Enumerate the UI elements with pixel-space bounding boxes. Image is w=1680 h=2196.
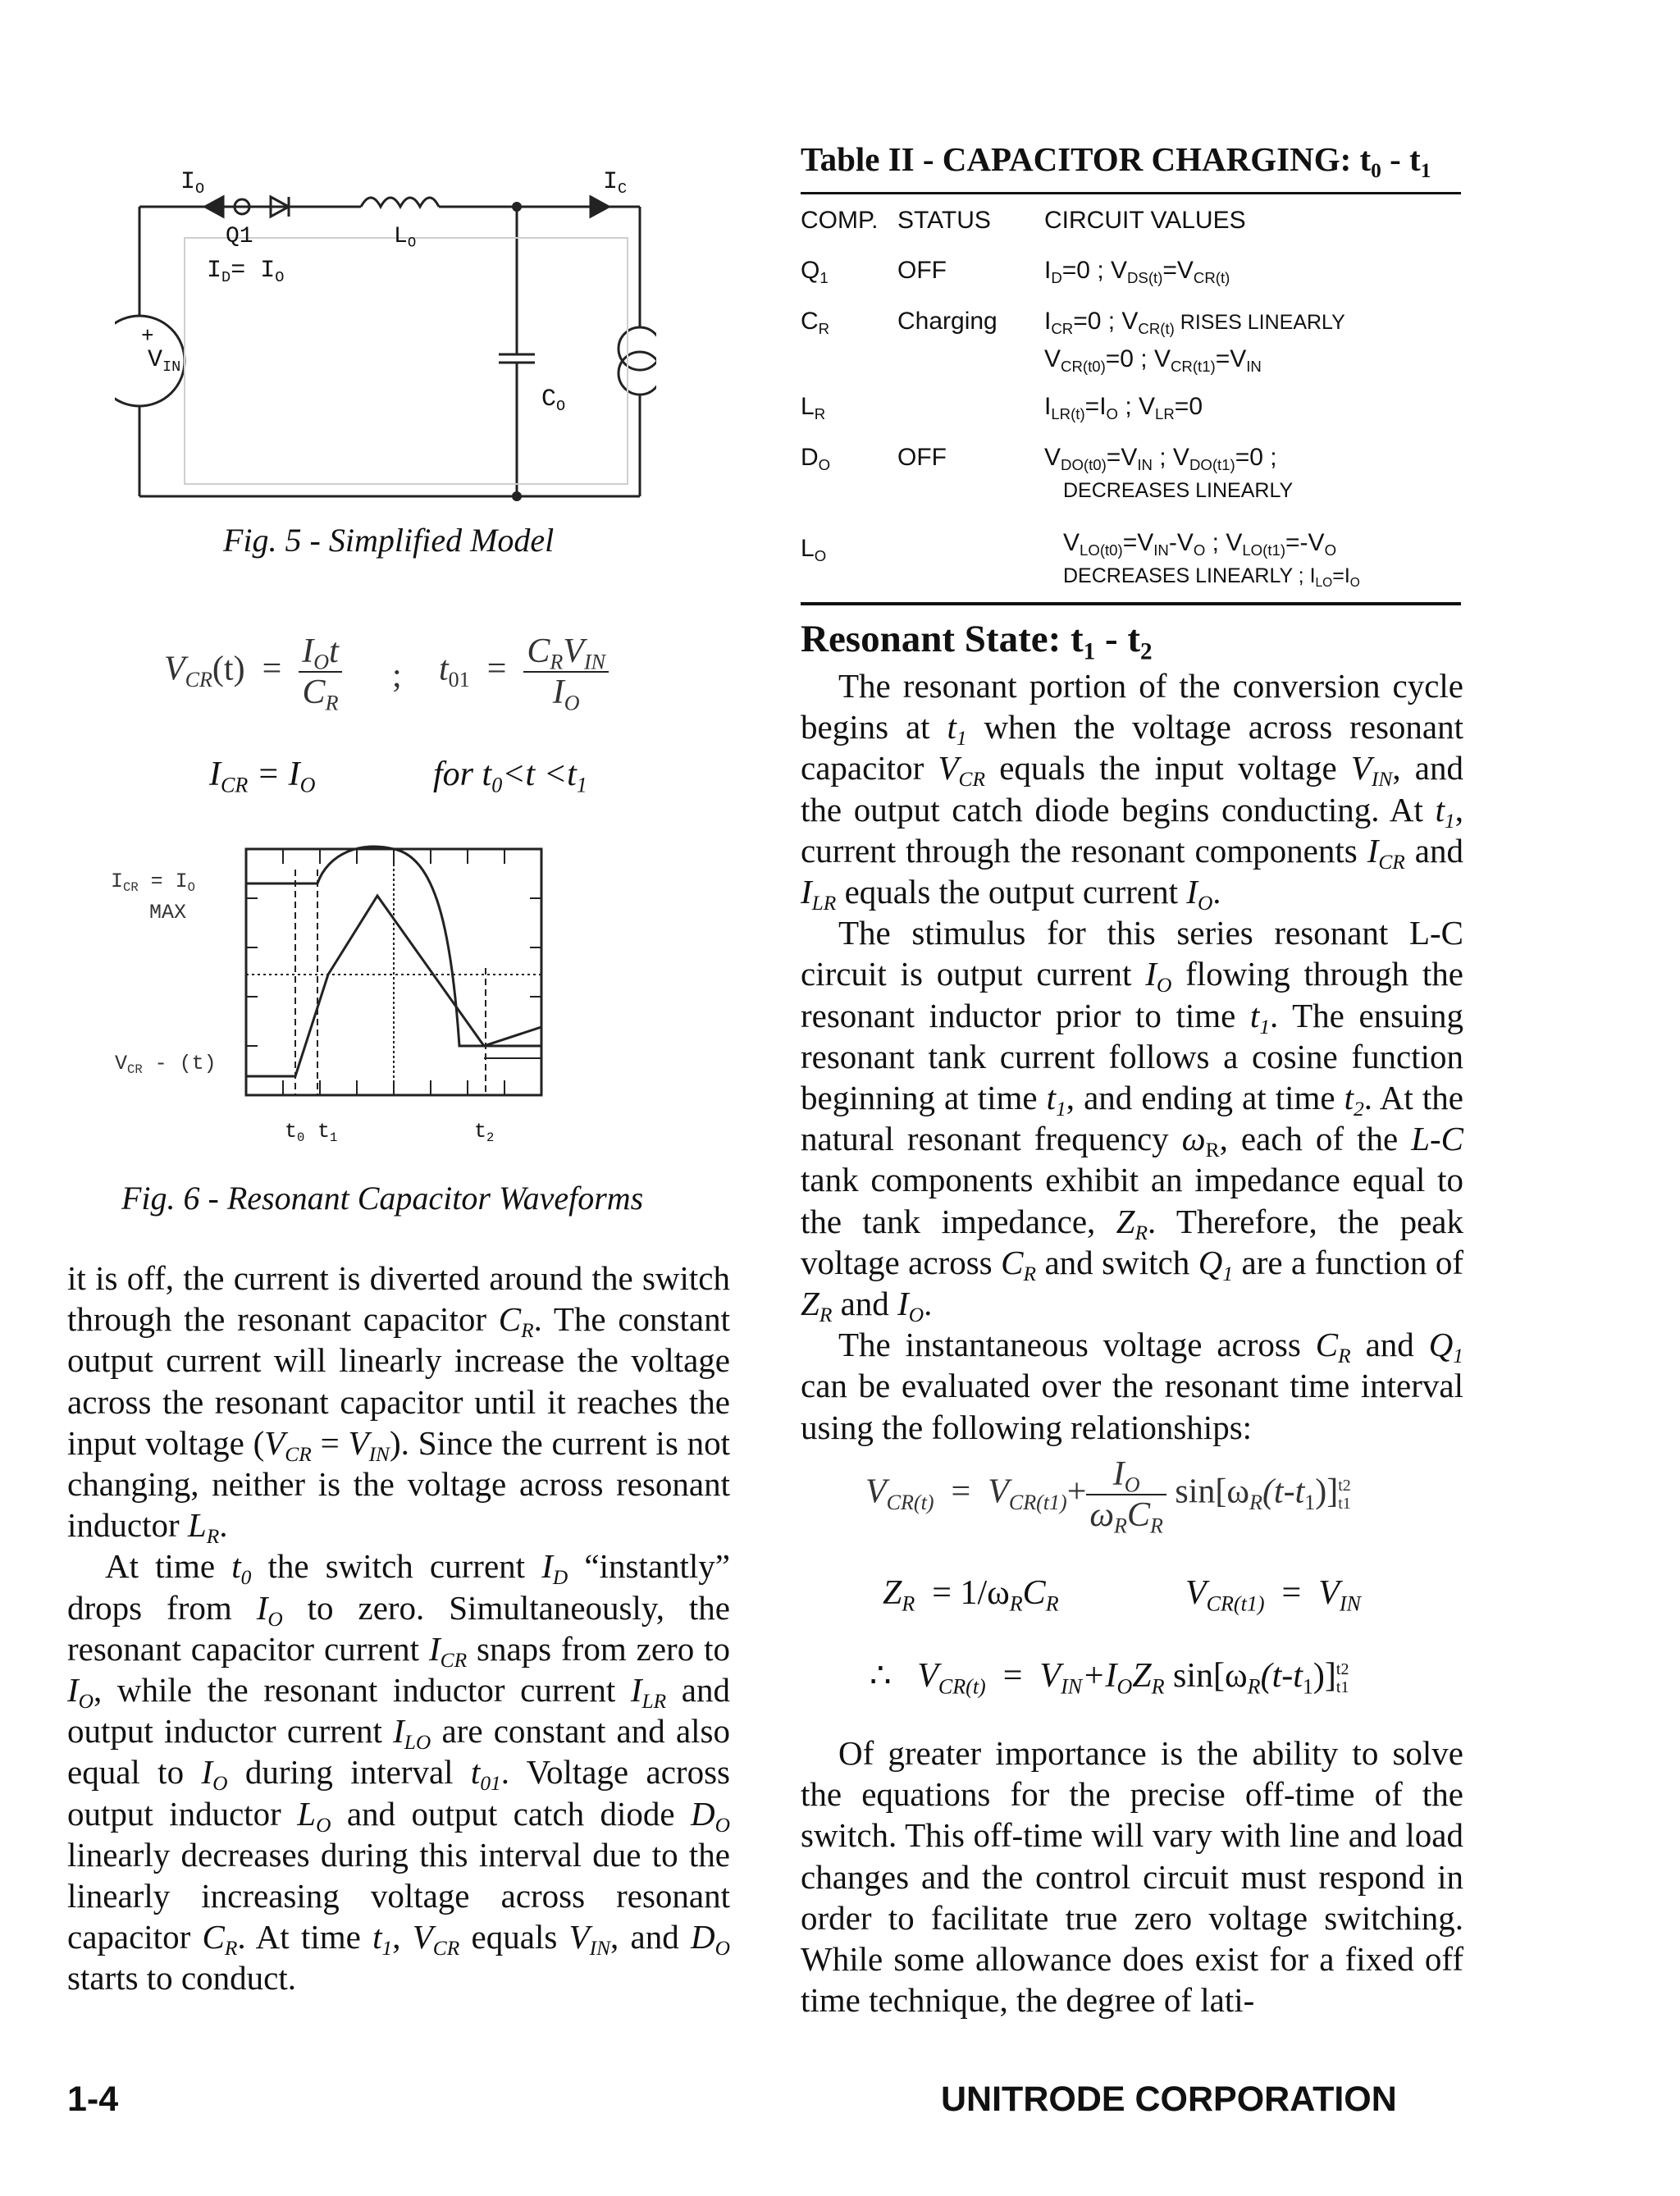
lo-label: $L_O$ (394, 224, 417, 252)
id-equation-label: $I_D= I_O$ (207, 257, 285, 286)
vin-plus-label: + (141, 324, 154, 349)
max-label: MAX (149, 901, 187, 925)
table-row-do-values-1: $V_{DO(t0)}=V_{IN}$ ; $V_{DO(t1)}=0$ ; (1044, 444, 1277, 473)
table-bottom-rule (801, 602, 1461, 605)
tick-t1: $t_1$ (317, 1120, 338, 1145)
vcr-t1-equation: $V_{CR(t1)} = V_{IN}$ (1185, 1574, 1361, 1616)
tick-t0: $t_0$ (285, 1120, 305, 1145)
table-row-q1-values: $I_D=0$ ; $V_{DS(t)}=V_{CR(t)}$ (1044, 257, 1230, 286)
resonant-text-1 (801, 665, 1463, 1448)
io-label: $I_O$ (180, 168, 205, 198)
paragraph-instantaneous-voltage: The instantaneous voltage across $C_R$ and $Q_1$ can be evaluated over the resonant time interval using the following relationships: (801, 1326, 1463, 1446)
resonant-text-2 (801, 1733, 1463, 2020)
tick-t2: $t_2$ (474, 1120, 495, 1145)
figure-6-caption: Fig. 6 - Resonant Capacitor Waveforms (121, 1180, 644, 1217)
paragraph-resonant-portion: The resonant portion of the conversion cycle begins at $t_1$ when the voltage across resonant capacitor $V_{CR}$ equals the input voltage $V_{IN}$, and the output catch diode begins conducting. At $t_1$, current through the resonant components $I_{CR}$ and $I_{LR}$ equals the output current $I_O$. (801, 667, 1463, 915)
header-comp: COMP. (801, 207, 879, 234)
table-row-cr-values-1: $I_{CR}=0$ ; $V_{CR(t)}$ RISES LINEARLY (1044, 308, 1345, 337)
table-row-q1-comp: $Q_1$ (801, 257, 829, 286)
table-row-lo-values-2: DECREASES LINEARLY ; $I_{LO}=I_O$ (1063, 564, 1360, 590)
vin-label: $V_{IN}$ (148, 346, 181, 376)
icr-waveform-label: $I_{CR} = I_O$ (111, 870, 195, 895)
t01-equation: $t_{01}$ = $\frac{C_RV_{IN}}{I_O}$ (439, 632, 609, 712)
paragraph-stimulus: The stimulus for this series resonant L-C circuit is output current $I_O$ flowing through the resonant inductor prior to time $t_1$. The ensuing resonant tank current follows a cosine function beginning at time $t_1$, and ending at time $t_2$. At the natural resonant frequency $\omega_R$, each of the L-C tank components exhibit an impedance equal to the tank impedance, $Z_R$. Therefore, the peak voltage across $C_R$ and switch $Q_1$ are a function of $Z_R$ and $I_O$. (801, 914, 1463, 1327)
q1-label: Q1 (226, 224, 253, 249)
table-row-cr-status: Charging (897, 308, 998, 335)
page-number: 1-4 (67, 2080, 119, 2119)
therefore-equation: ∴ $V_{CR(t)} = V_{IN}+I_OZ_R$ $\sin[\omega_R(t-t_1)]$ t2 t1 (870, 1657, 1349, 1699)
paragraph-off-time: Of greater importance is the ability to solve the equations for the precise off-time of the switch. This off-time will vary with line and load changes and the control circuit must respond in order to facilitate true zero voltage switching. While some allowance does exist for a fixed off time technique, the degree of lati- (801, 1734, 1463, 2020)
table-row-cr-comp: $C_R$ (801, 308, 830, 337)
table-row-lr-values: $I_{LR(t)}=I_O$ ; $V_{LR}=0$ (1044, 393, 1203, 422)
icr-equation: $I_{CR} = I_O$ (209, 756, 316, 797)
co-label: $C_O$ (541, 386, 566, 415)
header-status: STATUS (897, 207, 991, 234)
paragraph-time-t0: At time $t_0$ the switch current $I_D$ “instantly” drops from $I_O$ to zero. Simultaneously, the resonant capacitor current $I_{CR}$ snaps from zero to $I_O$, while the resonant inductor current $I_{LR}$ and output inductor current $I_{LO}$ are constant and also equal to $I_O$ during interval $t_{01}$. Voltage across output inductor $L_O$ and output catch diode $D_O$ linearly decreases during this interval due to the linearly increasing voltage across resonant capacitor $C_R$. At time $t_1$, $V_{CR}$ equals $V_{IN}$, and $D_O$ starts to conduct. (67, 1547, 731, 1997)
table-row-do-comp: $D_O$ (801, 444, 831, 473)
left-column-text (67, 1258, 730, 1999)
time-condition: for $t_0<t <t_1$ (433, 756, 587, 797)
figure-6 (82, 837, 574, 1165)
header-circuit-values: CIRCUIT VALUES (1044, 207, 1246, 234)
semicolon: ; (392, 657, 402, 695)
table-row-lo-comp: $L_O$ (801, 535, 827, 564)
table-row-q1-status: OFF (897, 257, 947, 284)
ic-label: $I_C$ (603, 168, 628, 198)
table-row-cr-values-2: $V_{CR(t0)}=0$ ; $V_{CR(t1)}=V_{IN}$ (1044, 345, 1262, 375)
paragraph-current-diverted: it is off, the current is diverted around the switch through the resonant capacitor $C_R$. The constant output current will linearly increase the voltage across the resonant capacitor until it reaches the input voltage $(V_{CR} = V_{IN})$. Since the current is not changing, neither is the voltage across resonant inductor $L_R$. (67, 1259, 730, 1549)
vcr-equation: $V_{CR}(t)$ = $\frac{I_Ot}{C_R}$ (164, 632, 342, 712)
figure-5-caption: Fig. 5 - Simplified Model (223, 522, 555, 559)
table-row-lo-values-1: $V_{LO(t0)}=V_{IN}-V_O$ ; $V_{LO(t1)}=-V_O$ (1063, 529, 1337, 559)
table-2-title: Table II - CAPACITOR CHARGING: $t_0 - t_1$ (801, 140, 1431, 183)
zr-equation: $Z_R = 1/\omega_RC_R$ (883, 1574, 1059, 1616)
company-name: UNITRODE CORPORATION (941, 2080, 1397, 2119)
table-top-rule (801, 192, 1461, 194)
vcr-waveform-label: $V_{CR} - (t)$ (115, 1052, 217, 1077)
table-row-lr-comp: $L_R$ (801, 393, 826, 422)
figure-5 (115, 139, 656, 525)
vcr-resonant-equation: $V_{CR(t)} = V_{CR(t1)}+$ $\frac{I_O}{\omega_RC_R}$ $\sin[\omega_R(t-t_1)]$ t2 t1 (865, 1455, 1351, 1538)
table-row-do-values-2: DECREASES LINEARLY (1063, 479, 1294, 502)
table-row-do-status: OFF (897, 444, 947, 471)
section-heading-resonant-state: Resonant State: $t_1 - t_2$ (801, 618, 1153, 665)
